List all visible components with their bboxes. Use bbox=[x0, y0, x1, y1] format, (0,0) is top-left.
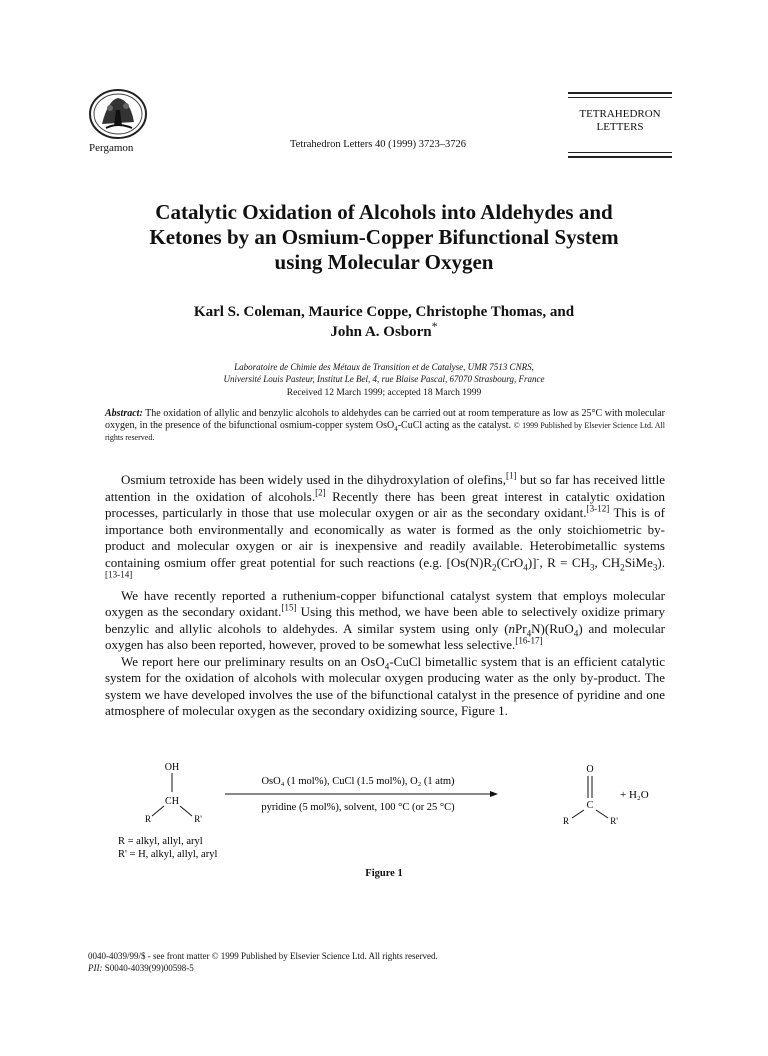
subscript: 4 bbox=[573, 628, 579, 639]
text: SiMe bbox=[624, 554, 653, 570]
body-paragraph bbox=[105, 472, 665, 588]
reference-marker: [16-17] bbox=[515, 635, 543, 646]
text: N)(RuO bbox=[531, 620, 574, 636]
title-line: using Molecular Oxygen bbox=[274, 250, 494, 274]
conditions-above: OsO₄ (1 mol%), CuCl (1.5 mol%), O₂ (1 atm) bbox=[261, 776, 455, 787]
corresponding-author-mark: * bbox=[431, 319, 438, 333]
abstract-text: The oxidation of allylic and benzylic alcohols to aldehydes can be carried out at room temperature as low as 25°C with molecular oxygen, in the presence of the bifunctional osmium-copper system OsO bbox=[105, 408, 665, 431]
author-list bbox=[100, 302, 668, 342]
bond-line bbox=[180, 806, 192, 816]
reference-marker: [3-12] bbox=[586, 503, 610, 514]
abstract bbox=[105, 408, 665, 444]
subscript: 4 bbox=[523, 562, 528, 573]
text: , R = CH bbox=[539, 554, 590, 570]
conditions-below: pyridine (5 mol%), solvent, 100 °C (or 25 °C) bbox=[261, 802, 455, 813]
article-title bbox=[100, 200, 668, 275]
authors-line bbox=[100, 319, 668, 342]
ch-label: CH bbox=[165, 796, 179, 807]
reference-marker: [1] bbox=[505, 470, 517, 481]
affiliation-line: Laboratoire de Chimie des Métaux de Transition et de Catalyse, UMR 7513 CNRS, bbox=[234, 362, 534, 372]
text: but so far has received little attention in the oxidation of alcohols. bbox=[105, 472, 665, 504]
copyright-line: 0040-4039/99/$ - see front matter © 1999 Published by Elsevier Science Ltd. All rights reserved. bbox=[88, 951, 438, 961]
water-byproduct: + H₂O bbox=[620, 789, 649, 801]
journal-name-line1: TETRAHEDRON bbox=[579, 108, 661, 120]
title-line: Catalytic Oxidation of Alcohols into Aldehydes and bbox=[155, 200, 613, 224]
reference-marker: [2] bbox=[315, 487, 326, 498]
text: )] bbox=[527, 554, 537, 570]
bond-line bbox=[596, 810, 608, 818]
text: ). bbox=[657, 554, 666, 570]
subscript: 2 bbox=[620, 562, 625, 573]
body-paragraph bbox=[105, 588, 665, 654]
italic-text: n bbox=[508, 620, 516, 636]
header-rule-thin-bottom bbox=[568, 152, 672, 153]
footer bbox=[88, 950, 438, 974]
r-definition: R = alkyl, allyl, aryl bbox=[118, 836, 203, 847]
author-name: John A. Osborn bbox=[330, 324, 432, 340]
text: Recently there has been great interest in catalytic oxidation processes, particularly in those that use molecular oxygen or air as the secondary oxidant. bbox=[105, 488, 665, 520]
text: -CuCl bimetallic system that is an efficient catalytic system for the oxidation of alcohols with molecular oxygen producing water as the only by-product. The system we have developed involves the use of the bifunctional catalyst in the presence of pyridine and one atmosphere of molecular oxygen as the secondary oxidizing source, Figure 1. bbox=[105, 653, 666, 718]
journal-name-line2: LETTERS bbox=[596, 121, 644, 133]
bond-line bbox=[152, 806, 164, 816]
text: ) and molecular oxygen has also been reported, however, proved to be somewhat less selective. bbox=[105, 620, 665, 652]
r-prime-definition: R' = H, alkyl, allyl, aryl bbox=[118, 849, 218, 860]
carbon-label: C bbox=[586, 800, 594, 811]
affiliation bbox=[100, 361, 668, 385]
text: We have recently reported a ruthenium-copper bifunctional catalyst system that employs molecular oxygen as the secondary oxidant. bbox=[105, 587, 665, 619]
reaction-scheme bbox=[100, 760, 720, 880]
reference-marker: [15] bbox=[281, 602, 297, 613]
header-rule-thick bbox=[568, 92, 672, 94]
oxygen-label: O bbox=[586, 764, 594, 775]
title-line: Ketones by an Osmium-Copper Bifunctional System bbox=[149, 225, 619, 249]
received-dates: Received 12 March 1999; accepted 18 March 1999 bbox=[286, 388, 482, 398]
abstract-text: -CuCl acting as the catalyst. bbox=[397, 420, 514, 431]
subscript: 4 bbox=[394, 425, 398, 433]
text: Osmium tetroxide has been widely used in the dihydroxylation of olefins, bbox=[121, 472, 506, 487]
superscript: - bbox=[536, 553, 540, 564]
header-rule-thin bbox=[568, 97, 672, 98]
abstract-copyright: © 1999 Published by Elsevier Science Ltd. All rights reserved. bbox=[105, 421, 665, 442]
authors-line: Karl S. Coleman, Maurice Coppe, Christophe Thomas, and bbox=[193, 304, 575, 320]
figure-caption: Figure 1 bbox=[365, 868, 403, 879]
r-label: R bbox=[144, 814, 152, 824]
r-prime-label: R' bbox=[610, 816, 618, 826]
text: Pr bbox=[515, 620, 527, 636]
abstract-label: Abstract: bbox=[105, 408, 143, 419]
text: (CrO bbox=[496, 554, 524, 570]
pii-value: S0040-4039(99)00598-5 bbox=[102, 963, 194, 973]
subscript: 4 bbox=[526, 628, 532, 639]
bond-line bbox=[572, 810, 584, 818]
body-paragraph bbox=[105, 654, 665, 720]
hydroxyl-label: OH bbox=[164, 762, 180, 773]
elsevier-tree-logo bbox=[88, 88, 148, 140]
r-prime-label: R' bbox=[194, 814, 202, 824]
subscript: 3 bbox=[652, 562, 658, 573]
text: We report here our preliminary results on an OsO bbox=[121, 653, 385, 669]
pii-label: PII: bbox=[88, 963, 103, 973]
journal-citation: Tetrahedron Letters 40 (1999) 3723–3726 bbox=[290, 139, 466, 150]
subscript: 2 bbox=[492, 562, 497, 573]
affiliation-line: Université Louis Pasteur, Institut Le Bel, 4, rue Blaise Pascal, 67070 Strasbourg, France bbox=[223, 374, 545, 384]
journal-name bbox=[568, 108, 672, 134]
publisher-name: Pergamon bbox=[89, 142, 134, 154]
subscript: 4 bbox=[384, 661, 390, 672]
text: This is of importance both environmentally and economically as water is formed as the only stoichiometric by-product and molecular oxygen or air is inexpensive and readily available. Heterobimetallic systems containing osmium offer great potential for such reactions (e.g. [Os(N)R bbox=[105, 505, 665, 570]
pii-line bbox=[88, 962, 438, 974]
reference-marker: [13-14] bbox=[105, 569, 133, 580]
article-body bbox=[105, 472, 665, 720]
header-rule-thick-bottom bbox=[568, 156, 672, 158]
r-label: R bbox=[562, 816, 570, 826]
reaction-arrow-head bbox=[490, 791, 498, 797]
text: , CH bbox=[594, 554, 621, 570]
subscript: 3 bbox=[589, 562, 595, 573]
text: Using this method, we have been able to selectively oxidize primary benzylic and allylic alcohols to aldehydes. A similar system using only ( bbox=[105, 604, 665, 636]
